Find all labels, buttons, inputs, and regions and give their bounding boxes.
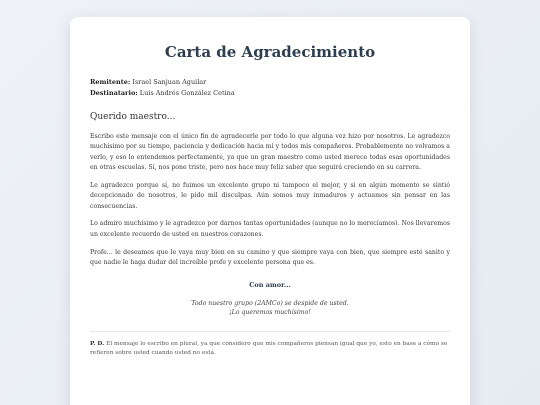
paragraph-3: Lo admiro muchísimo y le agradezco por darnos tantas oportunidades (aunque no lo merecíamos). Nos llevaremos un excelente recuerdo de usted en nuestros corazones. xyxy=(90,220,450,238)
postscript-label: P. D. xyxy=(90,341,105,348)
postscript xyxy=(90,340,450,358)
sender-label: Remitente: xyxy=(90,78,131,86)
postscript-text: El mensaje lo escribo en plural, ya que considero que mis compañeros piensan igual que yo, esto en base a cómo se refieren sobre usted cuando usted no está. xyxy=(90,341,448,357)
letter-meta xyxy=(90,77,450,100)
recipient-line xyxy=(90,88,450,99)
letter-title: Carta de Agradecimiento xyxy=(164,43,376,61)
sender-name: Israel Sanjuan Aguilar xyxy=(132,78,207,86)
signature xyxy=(90,299,450,318)
recipient-name: Luis Andrés González Cetina xyxy=(139,89,235,98)
paragraph-2: Le agradezco porque sí, no fuimos un excelente grupo ni tampoco el mejor, y si en algún momento se sintió decepcionado de nosotros, le pido mil disculpas. Aún somos muy inmaduros y actuamos sin pensar en las consecuencias. xyxy=(90,181,450,210)
closing: Con amor... xyxy=(249,280,291,289)
recipient-label: Destinatario: xyxy=(90,89,138,98)
letter-card xyxy=(70,17,470,405)
sender-line xyxy=(90,77,450,88)
signature-line-1: Todo nuestro grupo (2AMCo) se despide de usted. xyxy=(191,299,349,307)
divider xyxy=(90,331,450,332)
signature-line-2: ¡Lo queremos muchísimo! xyxy=(229,308,311,316)
paragraph-1: Escribo este mensaje con el único fin de agradecerle por todo lo que alguna vez hizo por nosotros. Le agradezco muchísimo por su tiempo, paciencia y dedicación hacia mí y todos mis compañeros. Probablemente no volvamos a verlo, y eso lo entendemos perfectamente, ya que un gran maestro como usted merece todas esas oportunidades en otras escuelas. Sí, nos pone triste, pero nos hace muy feliz saber que seguirá creciendo en su carrera. xyxy=(90,132,450,172)
paragraph-4: Profe... le deseamos que le vaya muy bien en su camino y que siempre vaya con bien, que siempre esté sanito y que nadie le haga dudar del increíble profe y excelente persona que es. xyxy=(90,248,450,267)
greeting: Querido maestro... xyxy=(90,111,176,122)
